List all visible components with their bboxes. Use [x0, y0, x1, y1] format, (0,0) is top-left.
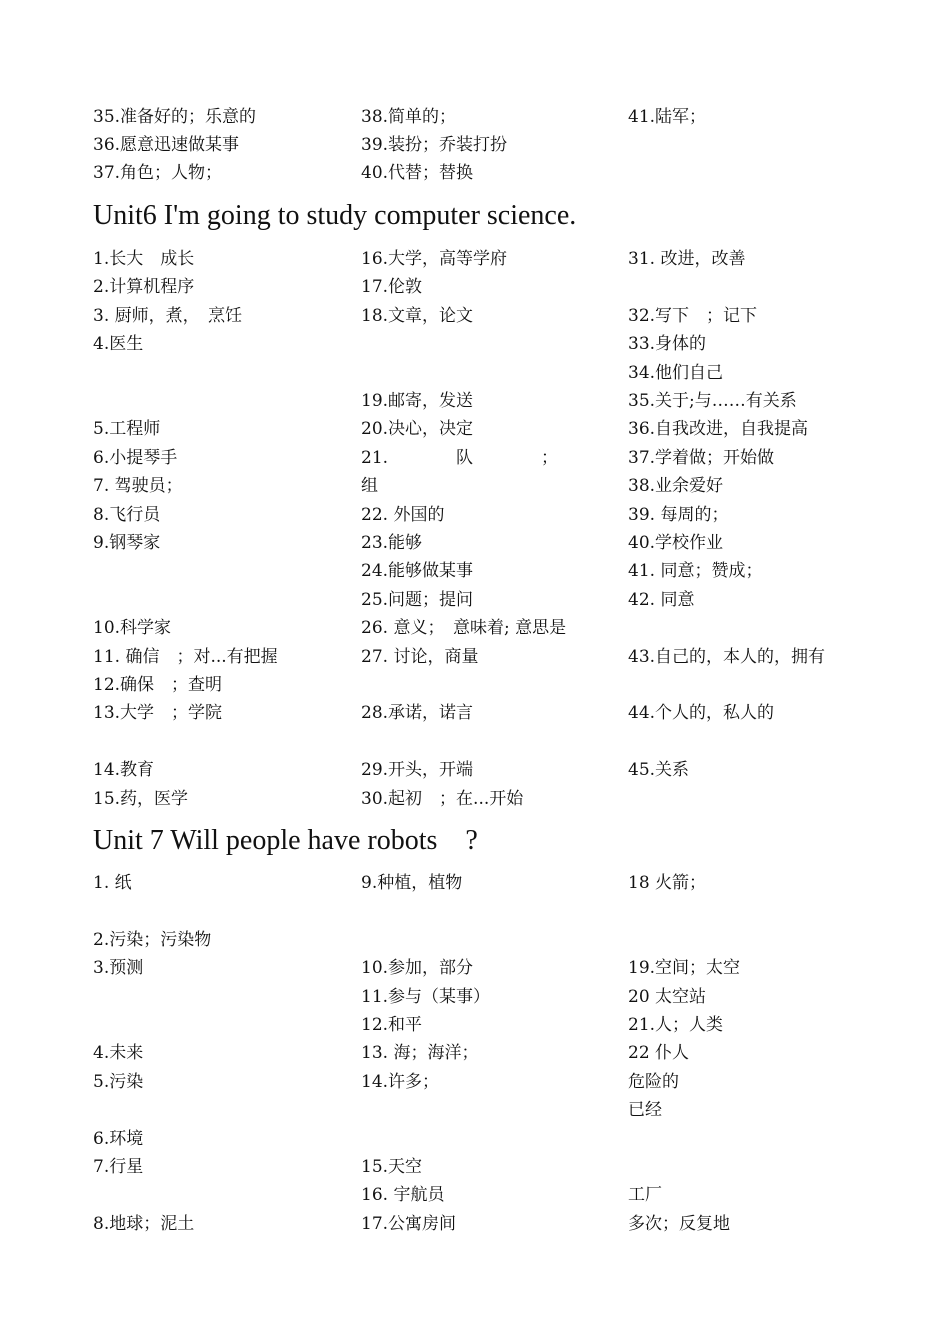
- vocab-entry: 18 火箭；: [628, 873, 707, 893]
- vocab-entry: 20 太空站: [628, 986, 707, 1007]
- vocab-entry: 多次；反复地: [628, 1213, 730, 1234]
- vocab-entry: 14.许多；: [361, 1071, 440, 1092]
- vocab-entry: 31. 改进，改善: [628, 249, 746, 269]
- vocab-entry: 36.愿意迅速做某事: [93, 135, 240, 155]
- vocab-entry: 1.长大 成长: [93, 249, 195, 269]
- vocab-entry: 8.地球；泥土: [93, 1213, 195, 1234]
- vocab-entry: 12.和平: [361, 1015, 423, 1035]
- vocab-entry: 27. 讨论，商量: [361, 646, 479, 667]
- vocab-entry: 16. 宇航员: [361, 1185, 445, 1206]
- vocab-entry: 9.钢琴家: [93, 533, 161, 553]
- vocab-entry: 30.起初 ；在...开始: [361, 788, 524, 809]
- vocab-entry: 37.学着做；开始做: [628, 447, 775, 468]
- vocab-entry: 24.能够做某事: [361, 561, 474, 582]
- vocab-entry: 19.空间；太空: [628, 958, 741, 979]
- vocab-entry: 5.工程师: [93, 419, 161, 440]
- vocab-entry: 8.飞行员: [93, 504, 161, 525]
- vocab-entry: 3. 厨师，煮， 烹饪: [93, 305, 243, 326]
- vocab-entry: 37.角色；人物；: [93, 163, 223, 183]
- vocab-entry: 29.开头，开端: [361, 760, 474, 781]
- vocab-entry: 38.业余爱好: [628, 476, 724, 497]
- vocab-entry: 44.个人的，私人的: [628, 703, 775, 724]
- vocab-entry: 22. 外国的: [361, 504, 445, 525]
- vocab-entry: 15.药，医学: [93, 788, 189, 809]
- vocab-entry: 6.环境: [93, 1128, 144, 1149]
- vocab-entry: 42. 同意: [628, 589, 695, 610]
- vocab-entry: 12.确保 ；查明: [93, 675, 223, 695]
- vocab-entry: 工厂: [628, 1185, 662, 1206]
- vocab-entry: 2.计算机程序: [93, 277, 195, 298]
- vocab-entry: 36.自我改进，自我提高: [628, 419, 809, 440]
- vocab-entry: 35.准备好的；乐意的: [93, 107, 257, 127]
- vocab-entry: 3.预测: [93, 958, 144, 979]
- vocab-entry: 13. 海；海洋；: [361, 1043, 479, 1064]
- vocab-entry: 26. 意义； 意味着; 意思是: [361, 618, 567, 639]
- vocab-entry: 19.邮寄，发送: [361, 391, 474, 411]
- vocab-entry: 11.参与（某事）: [361, 986, 491, 1007]
- vocab-entry: 组: [361, 476, 378, 497]
- vocab-entry: 16.大学，高等学府: [361, 249, 508, 269]
- unit7-title: Unit 7 Will people have robots ?: [93, 825, 478, 856]
- vocab-entry: 18.文章，论文: [361, 305, 474, 326]
- vocab-entry: 39.装扮；乔装打扮: [361, 135, 508, 155]
- vocab-entry: 22 仆人: [628, 1043, 690, 1064]
- vocab-entry: 40.代替；替换: [361, 163, 474, 183]
- vocab-entry: 14.教育: [93, 760, 155, 781]
- vocab-entry: 39. 每周的；: [628, 504, 729, 525]
- vocab-entry: 17.公寓房间: [361, 1213, 457, 1234]
- vocab-entry: 43.自己的，本人的，拥有: [628, 646, 826, 667]
- unit6-title: Unit6 I'm going to study computer science.: [93, 200, 577, 231]
- vocab-entry: 13.大学 ；学院: [93, 703, 223, 724]
- vocab-entry: 20.决心，决定: [361, 419, 474, 440]
- vocab-entry: 38.简单的；: [361, 107, 457, 127]
- vocab-entry: 41. 同意；赞成；: [628, 561, 763, 582]
- vocab-entry: 33.身体的: [628, 334, 707, 355]
- vocab-entry: 11. 确信 ；对...有把握: [93, 646, 278, 667]
- vocab-entry: 28.承诺，诺言: [361, 703, 474, 724]
- vocab-entry: 4.医生: [93, 334, 144, 355]
- vocab-entry: 危险的: [628, 1071, 679, 1092]
- vocab-entry: 6.小提琴手: [93, 447, 178, 468]
- vocab-entry: 5.污染: [93, 1071, 144, 1092]
- vocab-entry: 17.伦敦: [361, 277, 423, 298]
- vocab-entry: 35.关于;与……有关系: [628, 391, 797, 411]
- vocab-entry: 21. 队 ；: [361, 447, 559, 468]
- vocab-entry: 10.科学家: [93, 618, 172, 639]
- vocab-entry: 已经: [628, 1100, 662, 1121]
- vocab-entry: 45.关系: [628, 760, 690, 781]
- vocab-entry: 9.种植，植物: [361, 873, 463, 893]
- vocab-entry: 40.学校作业: [628, 533, 724, 553]
- vocab-entry: 41.陆军；: [628, 107, 707, 127]
- vocab-entry: 32.写下 ；记下: [628, 305, 758, 326]
- vocab-entry: 25.问题；提问: [361, 589, 474, 610]
- vocab-entry: 34.他们自己: [628, 362, 724, 383]
- vocab-entry: 4.未来: [93, 1043, 144, 1064]
- vocab-entry: 7.行星: [93, 1157, 144, 1177]
- vocab-entry: 23.能够: [361, 533, 423, 553]
- vocab-entry: 2.污染；污染物: [93, 929, 212, 950]
- vocab-entry: 1. 纸: [93, 873, 132, 893]
- vocab-entry: 10.参加，部分: [361, 958, 474, 979]
- vocab-entry: 15.天空: [361, 1157, 423, 1177]
- vocab-entry: 21.人；人类: [628, 1015, 724, 1035]
- vocab-entry: 7. 驾驶员；: [93, 476, 183, 497]
